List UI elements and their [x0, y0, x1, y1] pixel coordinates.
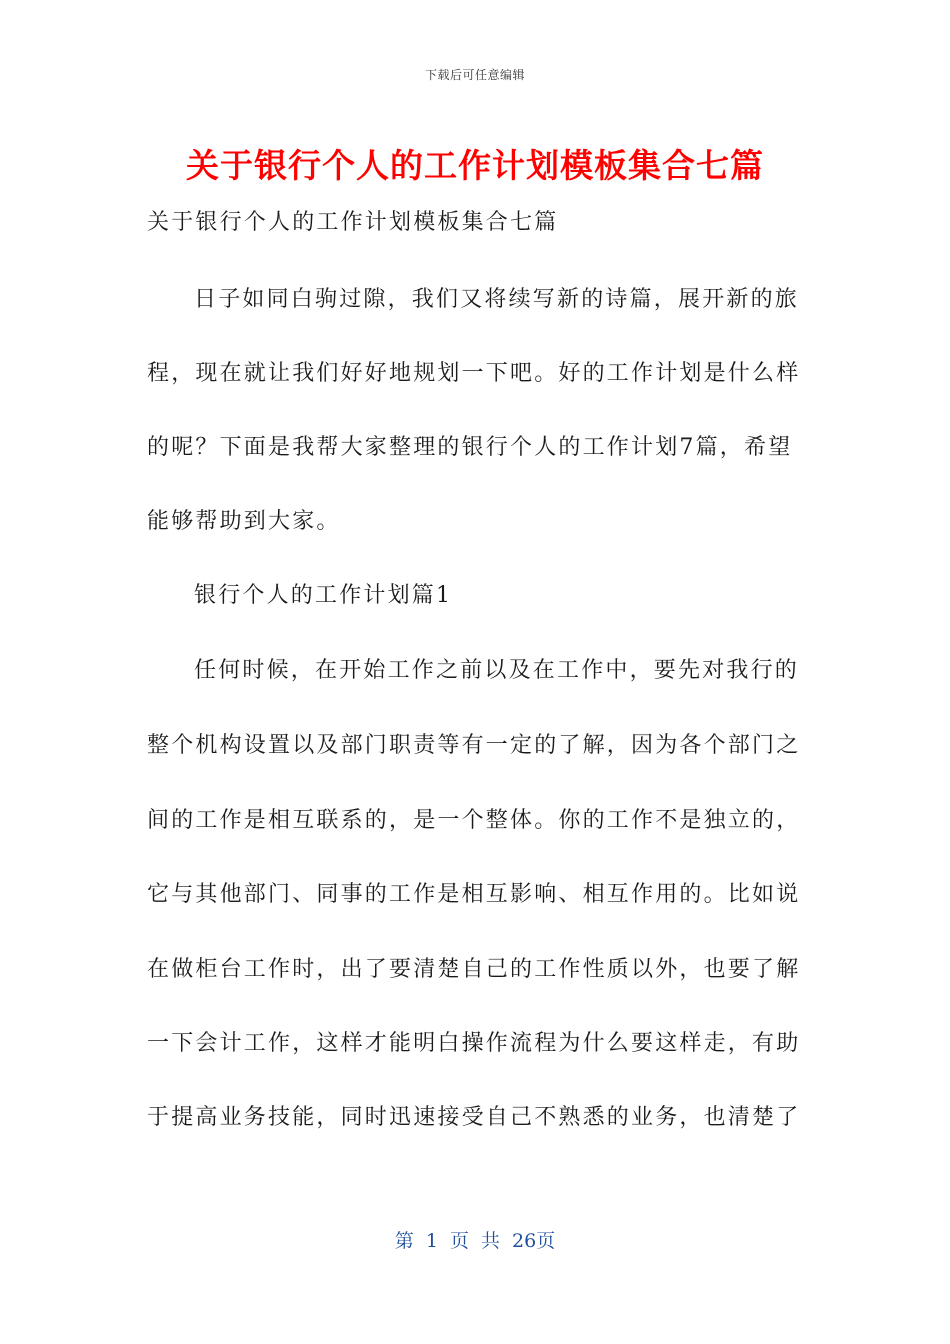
body-line-7: 于提高业务技能，同时迅速接受自己不熟悉的业务，也清楚了 — [147, 1105, 801, 1130]
intro-line-1: 日子如同白驹过隙，我们又将续写新的诗篇，展开新的旅 — [194, 287, 800, 312]
body-line-2: 整个机构设置以及部门职责等有一定的了解，因为各个部门之 — [147, 733, 801, 758]
section-heading: 银行个人的工作计划篇1 — [194, 583, 453, 608]
intro-line-4: 能够帮助到大家。 — [147, 509, 341, 534]
header-note: 下载后可任意编辑 — [424, 68, 525, 82]
body-line-6: 一下会计工作，这样才能明白操作流程为什么要这样走，有助 — [147, 1031, 801, 1056]
document-title: 关于银行个人的工作计划模板集合七篇 — [186, 146, 764, 185]
body-line-3: 间的工作是相互联系的，是一个整体。你的工作不是独立的， — [147, 808, 801, 833]
document-subtitle: 关于银行个人的工作计划模板集合七篇 — [147, 210, 559, 235]
body-line-1: 任何时候，在开始工作之前以及在工作中，要先对我行的 — [194, 658, 800, 683]
page-footer: 第 1 页 共 26页 — [394, 1230, 556, 1252]
body-line-4: 它与其他部门、同事的工作是相互影响、相互作用的。比如说 — [147, 882, 801, 907]
intro-line-3: 的呢？下面是我帮大家整理的银行个人的工作计划7篇，希望 — [147, 435, 793, 460]
intro-line-2: 程，现在就让我们好好地规划一下吧。好的工作计划是什么样 — [147, 361, 801, 386]
body-line-5: 在做柜台工作时，出了要清楚自己的工作性质以外，也要了解 — [147, 957, 801, 982]
